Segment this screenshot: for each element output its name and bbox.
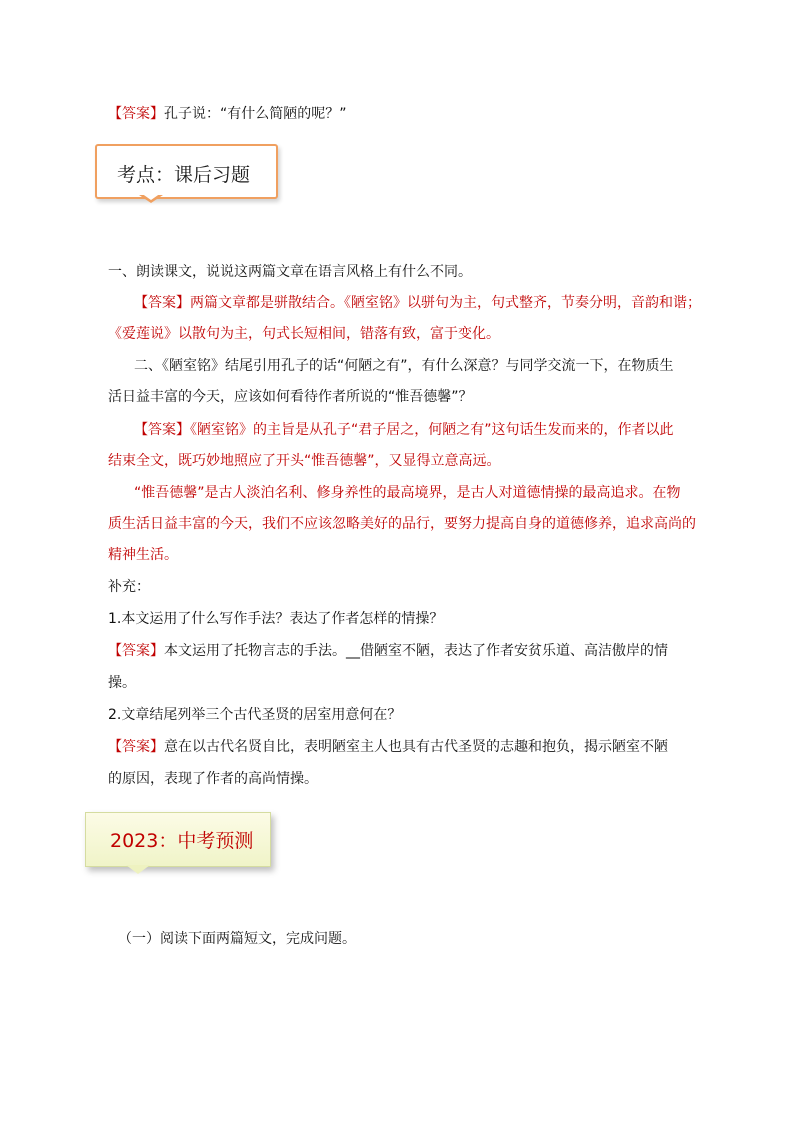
supplement-answer-1-line-2: 操。 <box>108 675 136 691</box>
box-tail-inner <box>141 193 161 200</box>
box-tail-icon <box>126 865 150 874</box>
answer-tag: 【答案】 <box>134 422 190 438</box>
section-box-kaodian <box>95 144 278 199</box>
section-box-title: 考点：课后习题 <box>117 164 251 186</box>
supplement-answer-2-line-2: 的原因，表现了作者的高尚情操。 <box>108 771 318 787</box>
reading-intro: （一）阅读下面两篇短文，完成问题。 <box>118 931 356 947</box>
answer-text: 孔子说：“有什么简陋的呢？” <box>164 106 347 122</box>
answer-1-line-2: 《爱莲说》以散句为主，句式长短相间，错落有致，富于变化。 <box>108 326 500 342</box>
answer-1-text-1: 两篇文章都是骈散结合。《陋室铭》以骈句为主，句式整齐，节奏分明，音韵和谐； <box>190 295 701 311</box>
section-box-title: 2023：中考预测 <box>110 830 254 852</box>
supplement-answer-1-line-1 <box>108 641 668 661</box>
question-2-line-2: 活日益丰富的今天，应该如何看待作者所说的“惟吾德馨”？ <box>108 389 473 405</box>
answer-2-line-2: 结束全文，既巧妙地照应了开头“惟吾德馨”，又显得立意高远。 <box>108 453 501 469</box>
question-2-line-1: 二、《陋室铭》结尾引用孔子的话“何陋之有”，有什么深意？与同学交流一下，在物质生 <box>134 358 674 374</box>
supplement-label: 补充： <box>108 579 150 595</box>
supplement-question-1: 1.本文运用了什么写作手法？表达了作者怎样的情操？ <box>108 611 444 627</box>
answer-tag: 【答案】 <box>108 643 164 659</box>
answer-tag: 【答案】 <box>108 106 164 122</box>
answer-1-line-1 <box>134 293 701 313</box>
supplement-answer-2-text: 意在以古代名贤自比，表明陋室主人也具有古代圣贤的志趣和抱负，揭示陋室不陋 <box>164 739 668 755</box>
answer-2-line-1 <box>134 420 674 440</box>
answer-tag: 【答案】 <box>108 739 164 755</box>
section-box-prediction <box>85 812 271 867</box>
supplement-answer-1-text: 本文运用了托物言志的手法。__借陋室不陋，表达了作者安贫乐道、高洁傲岸的情 <box>164 643 668 659</box>
top-answer <box>108 104 347 124</box>
question-1: 一、朗读课文，说说这两篇文章在语言风格上有什么不同。 <box>108 264 472 280</box>
answer-2-line-3: “惟吾德馨”是古人淡泊名利、修身养性的最高境界，是古人对道德情操的最高追求。在物 <box>134 485 681 501</box>
answer-tag: 【答案】 <box>134 295 190 311</box>
answer-2-line-5: 精神生活。 <box>108 547 178 563</box>
supplement-answer-2-line-1 <box>108 737 668 757</box>
supplement-question-2: 2.文章结尾列举三个古代圣贤的居室用意何在？ <box>108 707 402 723</box>
answer-2-line-4: 质生活日益丰富的今天，我们不应该忽略美好的品行，要努力提高自身的道德修养，追求高尚的 <box>108 516 696 532</box>
answer-2-text-1: 《陋室铭》的主旨是从孔子“君子居之，何陋之有”这句话生发而来的，作者以此 <box>190 422 674 438</box>
